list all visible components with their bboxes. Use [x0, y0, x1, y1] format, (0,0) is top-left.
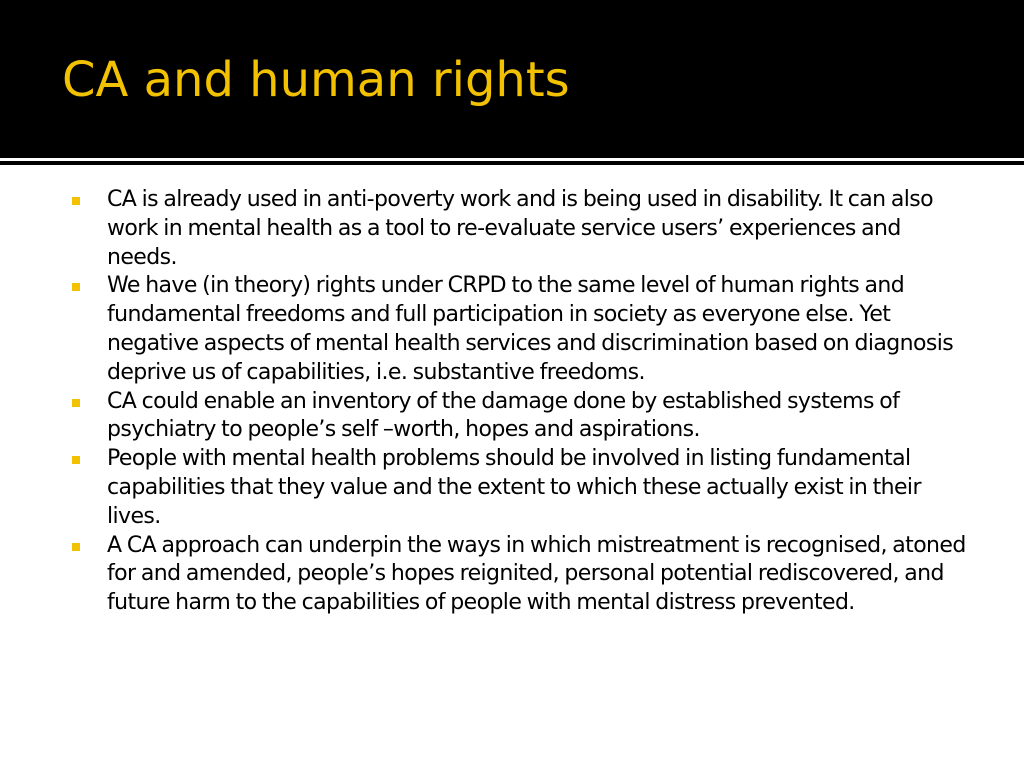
square-bullet-icon	[72, 283, 80, 291]
square-bullet-icon	[72, 399, 80, 407]
bullet-item	[72, 272, 972, 387]
bullet-item	[72, 388, 972, 446]
title-divider	[0, 161, 1024, 165]
bullet-text: CA is already used in anti-poverty work and is being used in disability. It can also work in mental health as a tool to re-evaluate service users’ experiences and needs.	[107, 187, 934, 270]
slide-title: CA and human rights	[62, 52, 570, 108]
bullet-text: People with mental health problems should be involved in listing fundamental capabilities that they value and the extent to which these actually exist in their lives.	[107, 446, 921, 529]
bullet-item	[72, 532, 972, 618]
title-bar	[0, 0, 1024, 158]
square-bullet-icon	[72, 456, 80, 464]
bullet-text: We have (in theory) rights under CRPD to the same level of human rights and fundamental freedoms and full participation in society as everyone else. Yet negative aspects of mental health services and discrimination based on diagnosis deprive us of capabilities, i.e. substantive freedoms.	[107, 273, 954, 385]
bullet-text: A CA approach can underpin the ways in which mistreatment is recognised, atoned for and amended, people’s hopes reignited, personal potential rediscovered, and future harm to the capabilities of people with mental distress prevented.	[107, 532, 966, 616]
bullet-text: CA could enable an inventory of the damage done by established systems of psychiatry to people’s self –worth, hopes and aspirations.	[107, 388, 900, 443]
bullet-item	[72, 445, 972, 531]
bullet-list	[72, 186, 972, 618]
bullet-item	[72, 186, 972, 272]
square-bullet-icon	[72, 197, 80, 205]
square-bullet-icon	[72, 543, 80, 551]
